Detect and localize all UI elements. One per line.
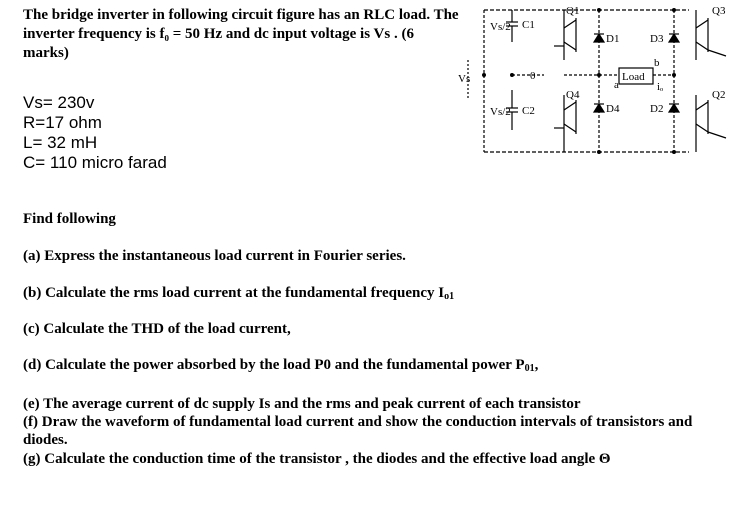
question-d — [23, 356, 538, 378]
question-a: (a) Express the instantaneous load current in Fourier series. — [23, 248, 406, 264]
vs-label: Vs — [458, 73, 471, 85]
given-r: R=17 ohm — [23, 113, 102, 132]
q4-label: Q4 — [566, 89, 580, 101]
given-vs: Vs= 230v — [23, 93, 95, 112]
vs-half-bottom-label: Vs/2 — [490, 106, 511, 118]
c1-label: C1 — [522, 19, 535, 31]
q1-label: Q1 — [566, 5, 580, 17]
c2-label: C2 — [522, 105, 535, 117]
node-a-label: a — [614, 79, 619, 91]
d1-label: D1 — [606, 33, 620, 45]
question-b-subscript: o1 — [444, 291, 455, 302]
bridge-inverter-circuit — [454, 0, 735, 160]
question-g: (g) Calculate the conduction time of the transistor , the diodes and the effective load angle Θ — [23, 451, 611, 467]
question-c: (c) Calculate the THD of the load current, — [23, 321, 291, 337]
problem-statement: The bridge inverter in following circuit figure has an RLC load. The inverter frequency is f₀ = 50 Hz and dc input voltage is Vs . (6 marks) — [23, 7, 459, 61]
vs-half-top-label: Vs/2 — [490, 21, 511, 33]
d3-label: D3 — [650, 33, 664, 45]
q3-label: Q3 — [712, 5, 726, 17]
question-d-end: , — [534, 357, 539, 373]
question-e: (e) The average current of dc supply Is and the rms and peak current of each transistor — [23, 396, 581, 412]
d2-label: D2 — [650, 103, 664, 115]
given-values — [23, 93, 167, 173]
question-f: (f) Draw the waveform of fundamental load current and show the conduction intervals of transistors and diodes. — [23, 414, 693, 448]
question-b — [23, 284, 454, 306]
d4-label: D4 — [606, 103, 620, 115]
find-heading: Find following — [23, 211, 116, 227]
node-zero-label: 0 — [530, 70, 536, 82]
q2-label: Q2 — [712, 89, 726, 101]
question-d-subscript: 01 — [524, 363, 535, 374]
question-d-text: (d) Calculate the power absorbed by the load P0 and the fundamental power P — [23, 357, 525, 373]
given-l: L= 32 mH — [23, 133, 98, 152]
given-c: C= 110 micro farad — [23, 153, 167, 172]
load-label: Load — [622, 71, 645, 83]
question-b-text: (b) Calculate the rms load current at the fundamental frequency I — [23, 285, 445, 301]
io-label: iₒ — [657, 81, 664, 93]
node-b-label: b — [654, 57, 660, 69]
